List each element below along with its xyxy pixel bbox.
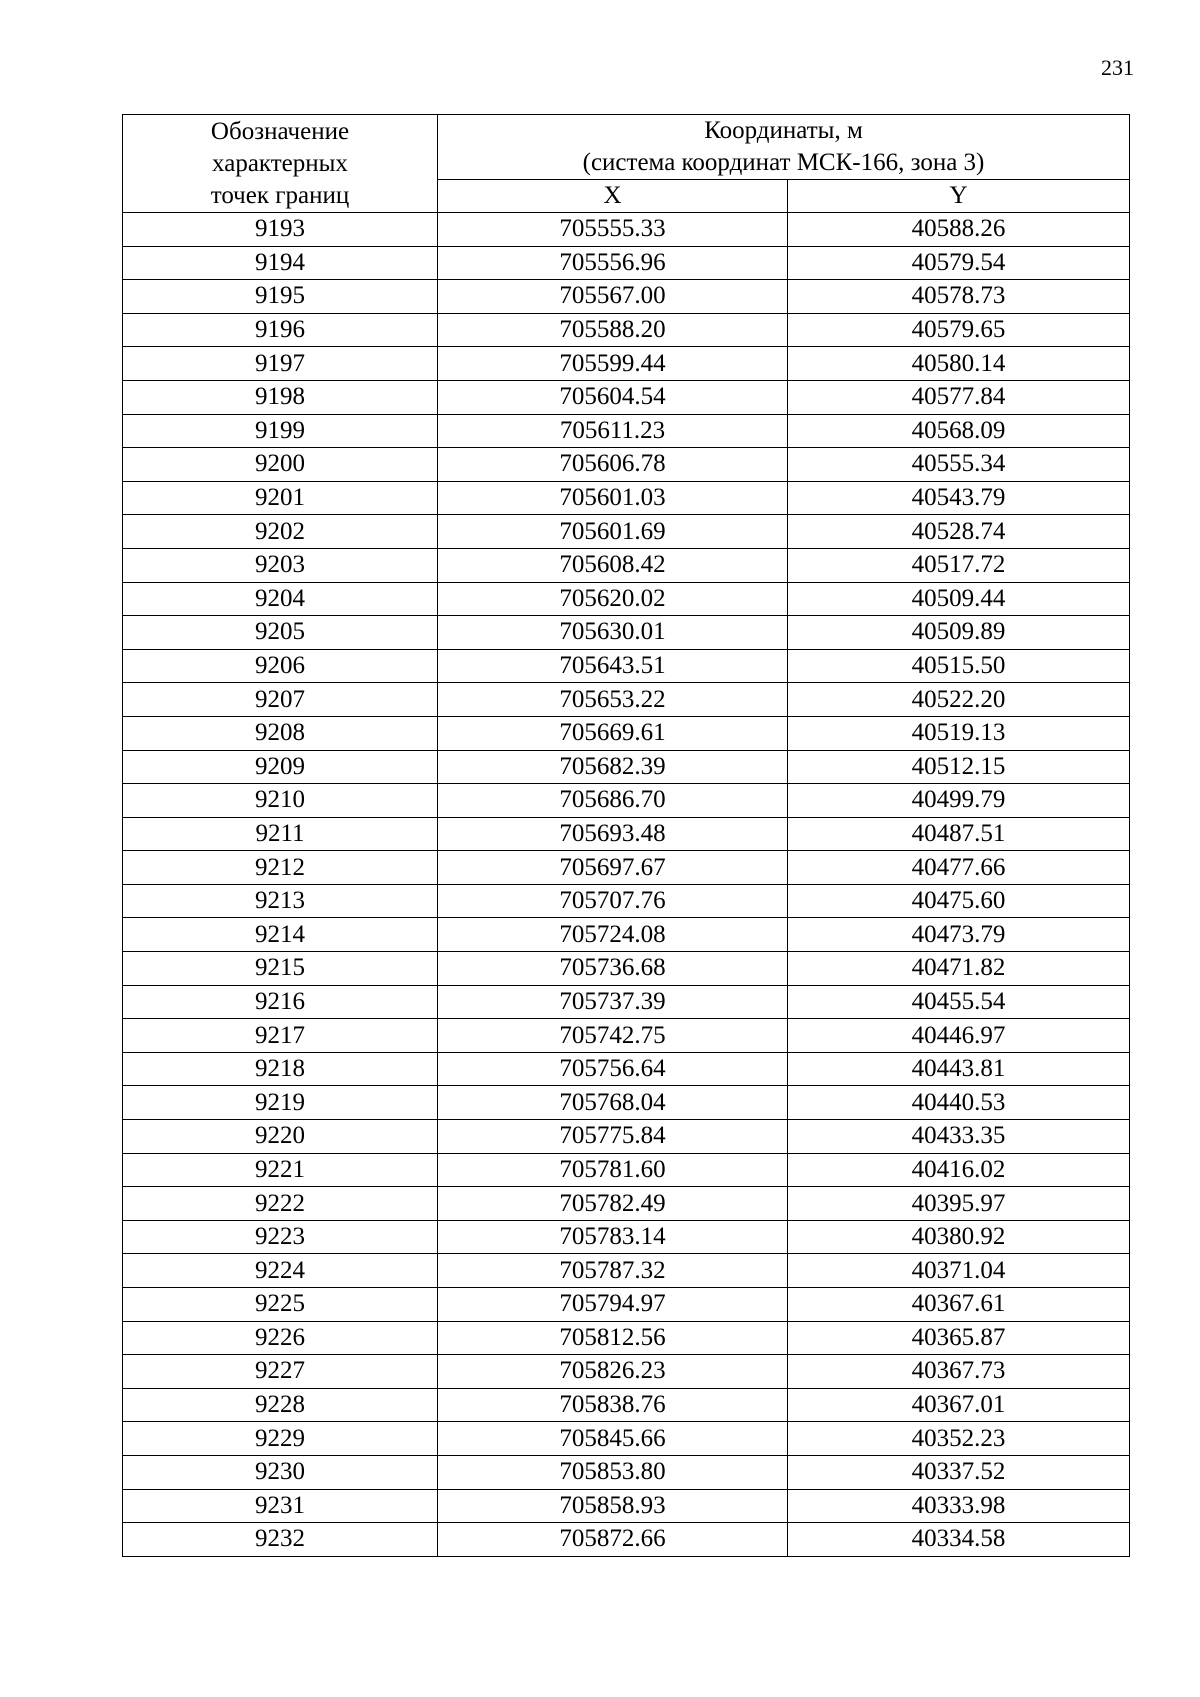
point-id-cell: 9206 [123,649,438,683]
table-row [123,1321,1130,1355]
x-coordinate-cell: 705697.67 [438,851,788,885]
point-id-cell: 9193 [123,213,438,247]
y-coordinate-cell: 40352.23 [788,1422,1130,1456]
point-id-cell: 9208 [123,716,438,750]
header-coordinates-line-2: (система координат МСК-166, зона 3) [582,149,985,176]
x-coordinate-cell: 705606.78 [438,448,788,482]
table-row [123,1523,1130,1557]
y-coordinate-cell: 40522.20 [788,683,1130,717]
y-coordinate-cell: 40333.98 [788,1489,1130,1523]
table-row [123,884,1130,918]
table-row [123,1153,1130,1187]
point-id-cell: 9199 [123,414,438,448]
table-row [123,1187,1130,1221]
x-coordinate-cell: 705599.44 [438,347,788,381]
point-id-cell: 9221 [123,1153,438,1187]
x-coordinate-cell: 705630.01 [438,616,788,650]
point-id-cell: 9217 [123,1019,438,1053]
x-coordinate-cell: 705783.14 [438,1220,788,1254]
y-coordinate-cell: 40577.84 [788,380,1130,414]
y-coordinate-cell: 40395.97 [788,1187,1130,1221]
point-id-cell: 9205 [123,616,438,650]
point-id-cell: 9214 [123,918,438,952]
table-row [123,817,1130,851]
table-row [123,750,1130,784]
x-coordinate-cell: 705601.69 [438,515,788,549]
header-point-line-1: Обозначение [210,117,350,145]
table-row [123,1052,1130,1086]
point-id-cell: 9230 [123,1455,438,1489]
x-coordinate-cell: 705794.97 [438,1288,788,1322]
y-coordinate-cell: 40499.79 [788,784,1130,818]
x-coordinate-cell: 705742.75 [438,1019,788,1053]
x-coordinate-cell: 705853.80 [438,1455,788,1489]
x-coordinate-cell: 705693.48 [438,817,788,851]
x-coordinate-cell: 705604.54 [438,380,788,414]
coordinates-table [122,114,1130,1557]
point-id-cell: 9228 [123,1388,438,1422]
x-coordinate-cell: 705724.08 [438,918,788,952]
x-coordinate-cell: 705826.23 [438,1355,788,1389]
table-row [123,952,1130,986]
y-coordinate-cell: 40365.87 [788,1321,1130,1355]
y-coordinate-cell: 40568.09 [788,414,1130,448]
table-row [123,313,1130,347]
point-id-cell: 9223 [123,1220,438,1254]
y-coordinate-cell: 40487.51 [788,817,1130,851]
table-row [123,448,1130,482]
table-row [123,1489,1130,1523]
point-id-cell: 9201 [123,481,438,515]
header-x: X [438,180,788,213]
table-row [123,1455,1130,1489]
point-id-cell: 9224 [123,1254,438,1288]
y-coordinate-cell: 40475.60 [788,884,1130,918]
y-coordinate-cell: 40579.65 [788,313,1130,347]
x-coordinate-cell: 705556.96 [438,246,788,280]
y-coordinate-cell: 40515.50 [788,649,1130,683]
point-id-cell: 9198 [123,380,438,414]
y-coordinate-cell: 40440.53 [788,1086,1130,1120]
table-row [123,1254,1130,1288]
y-coordinate-cell: 40543.79 [788,481,1130,515]
table-row [123,616,1130,650]
table-row [123,347,1130,381]
y-coordinate-cell: 40578.73 [788,280,1130,314]
y-coordinate-cell: 40473.79 [788,918,1130,952]
header-point-line-3: точек границ [210,181,350,209]
y-coordinate-cell: 40580.14 [788,347,1130,381]
x-coordinate-cell: 705601.03 [438,481,788,515]
point-id-cell: 9204 [123,582,438,616]
header-point-designation [123,115,438,213]
header-coordinates-line-1: Координаты, м [704,117,863,144]
table-row [123,548,1130,582]
header-y: Y [788,180,1130,213]
table-row [123,1288,1130,1322]
x-coordinate-cell: 705787.32 [438,1254,788,1288]
x-coordinate-cell: 705555.33 [438,213,788,247]
point-id-cell: 9232 [123,1523,438,1557]
x-coordinate-cell: 705608.42 [438,548,788,582]
table-row [123,918,1130,952]
table-row [123,985,1130,1019]
table-row [123,1019,1130,1053]
y-coordinate-cell: 40509.89 [788,616,1130,650]
x-coordinate-cell: 705775.84 [438,1120,788,1154]
x-coordinate-cell: 705737.39 [438,985,788,1019]
y-coordinate-cell: 40579.54 [788,246,1130,280]
point-id-cell: 9229 [123,1422,438,1456]
y-coordinate-cell: 40367.61 [788,1288,1130,1322]
table-row [123,1388,1130,1422]
y-coordinate-cell: 40367.01 [788,1388,1130,1422]
table-row [123,1120,1130,1154]
header-coordinates [438,115,1130,180]
point-id-cell: 9219 [123,1086,438,1120]
y-coordinate-cell: 40512.15 [788,750,1130,784]
x-coordinate-cell: 705872.66 [438,1523,788,1557]
y-coordinate-cell: 40455.54 [788,985,1130,1019]
point-id-cell: 9213 [123,884,438,918]
y-coordinate-cell: 40555.34 [788,448,1130,482]
y-coordinate-cell: 40471.82 [788,952,1130,986]
table-body [123,213,1130,1557]
point-id-cell: 9212 [123,851,438,885]
table-row [123,213,1130,247]
x-coordinate-cell: 705756.64 [438,1052,788,1086]
x-coordinate-cell: 705669.61 [438,716,788,750]
point-id-cell: 9194 [123,246,438,280]
y-coordinate-cell: 40380.92 [788,1220,1130,1254]
x-coordinate-cell: 705653.22 [438,683,788,717]
x-coordinate-cell: 705736.68 [438,952,788,986]
x-coordinate-cell: 705768.04 [438,1086,788,1120]
x-coordinate-cell: 705845.66 [438,1422,788,1456]
x-coordinate-cell: 705858.93 [438,1489,788,1523]
table-row [123,515,1130,549]
y-coordinate-cell: 40371.04 [788,1254,1130,1288]
point-id-cell: 9220 [123,1120,438,1154]
x-coordinate-cell: 705588.20 [438,313,788,347]
point-id-cell: 9203 [123,548,438,582]
y-coordinate-cell: 40337.52 [788,1455,1130,1489]
y-coordinate-cell: 40477.66 [788,851,1130,885]
table-row [123,784,1130,818]
table-row [123,1422,1130,1456]
point-id-cell: 9222 [123,1187,438,1221]
y-coordinate-cell: 40334.58 [788,1523,1130,1557]
table-row [123,246,1130,280]
y-coordinate-cell: 40517.72 [788,548,1130,582]
x-coordinate-cell: 705812.56 [438,1321,788,1355]
x-coordinate-cell: 705620.02 [438,582,788,616]
table-row [123,481,1130,515]
table-row [123,1355,1130,1389]
y-coordinate-cell: 40443.81 [788,1052,1130,1086]
point-id-cell: 9210 [123,784,438,818]
table-row [123,1220,1130,1254]
table-row [123,1086,1130,1120]
x-coordinate-cell: 705838.76 [438,1388,788,1422]
point-id-cell: 9197 [123,347,438,381]
x-coordinate-cell: 705611.23 [438,414,788,448]
point-id-cell: 9231 [123,1489,438,1523]
table-row [123,649,1130,683]
x-coordinate-cell: 705682.39 [438,750,788,784]
point-id-cell: 9226 [123,1321,438,1355]
point-id-cell: 9207 [123,683,438,717]
x-coordinate-cell: 705567.00 [438,280,788,314]
y-coordinate-cell: 40588.26 [788,213,1130,247]
table-header [123,115,1130,213]
point-id-cell: 9215 [123,952,438,986]
table-row [123,851,1130,885]
point-id-cell: 9209 [123,750,438,784]
point-id-cell: 9195 [123,280,438,314]
table-row [123,683,1130,717]
x-coordinate-cell: 705686.70 [438,784,788,818]
x-coordinate-cell: 705707.76 [438,884,788,918]
table-row [123,716,1130,750]
y-coordinate-cell: 40519.13 [788,716,1130,750]
y-coordinate-cell: 40367.73 [788,1355,1130,1389]
point-id-cell: 9216 [123,985,438,1019]
x-coordinate-cell: 705782.49 [438,1187,788,1221]
point-id-cell: 9225 [123,1288,438,1322]
y-coordinate-cell: 40509.44 [788,582,1130,616]
header-point-line-2: характерных [212,149,348,177]
point-id-cell: 9211 [123,817,438,851]
x-coordinate-cell: 705643.51 [438,649,788,683]
y-coordinate-cell: 40416.02 [788,1153,1130,1187]
y-coordinate-cell: 40528.74 [788,515,1130,549]
y-coordinate-cell: 40446.97 [788,1019,1130,1053]
point-id-cell: 9202 [123,515,438,549]
point-id-cell: 9196 [123,313,438,347]
point-id-cell: 9200 [123,448,438,482]
point-id-cell: 9218 [123,1052,438,1086]
table-row [123,280,1130,314]
table-row [123,582,1130,616]
x-coordinate-cell: 705781.60 [438,1153,788,1187]
point-id-cell: 9227 [123,1355,438,1389]
page-number: 231 [1101,55,1134,80]
table-row [123,414,1130,448]
y-coordinate-cell: 40433.35 [788,1120,1130,1154]
table-row [123,380,1130,414]
